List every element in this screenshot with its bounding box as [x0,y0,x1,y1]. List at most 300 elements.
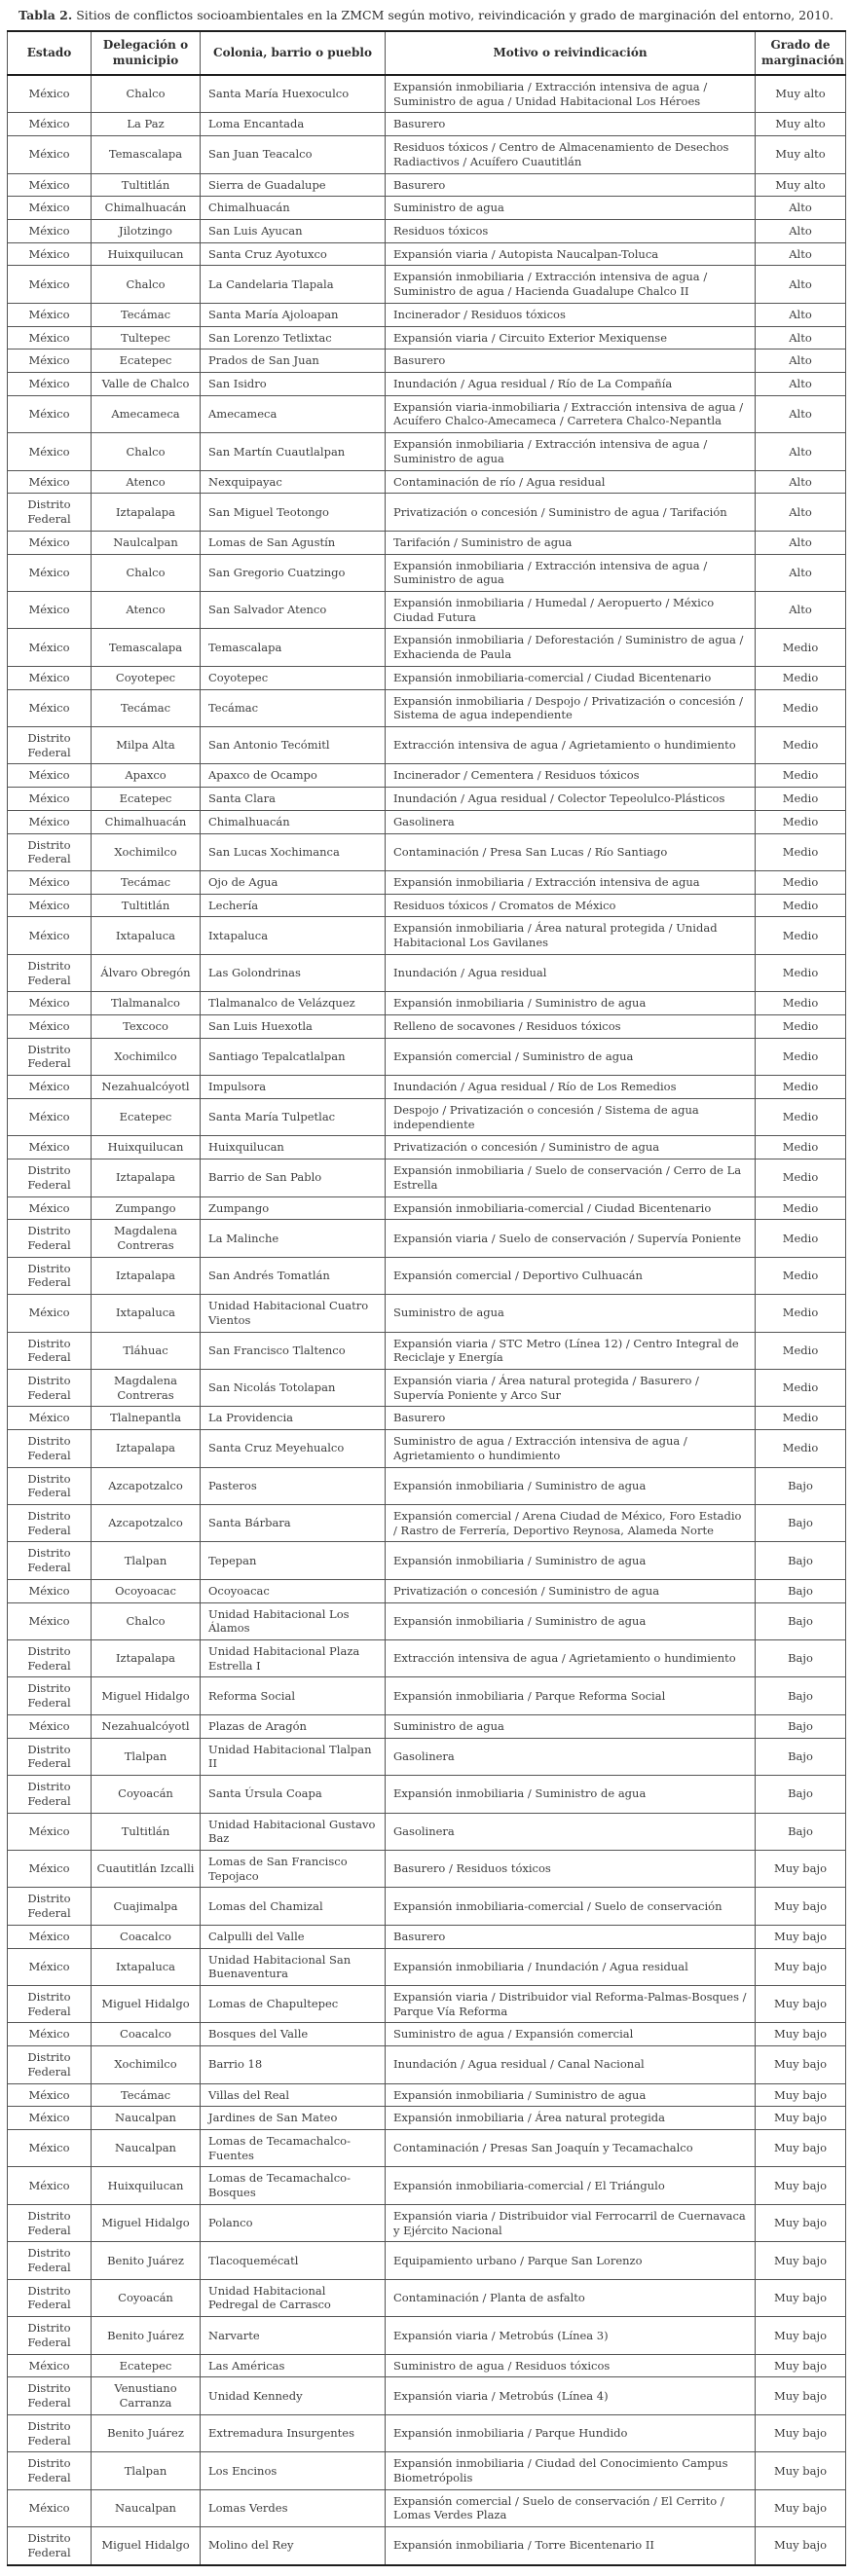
estado-cell: México [8,2167,92,2204]
municipio-cell: Ocoyoacac [92,1579,201,1602]
motivo-cell: Residuos tóxicos [386,220,756,243]
municipio-cell: Tecámac [92,2083,201,2107]
motivo-cell: Despojo / Privatización o concesión / Sistema de agua independiente [386,1098,756,1135]
table-row [8,1602,846,1639]
estado-cell: Distrito Federal [8,2377,92,2414]
estado-cell: México [8,303,92,326]
estado-cell: Distrito Federal [8,1640,92,1677]
grado-cell: Muy bajo [756,2107,846,2130]
municipio-cell: Iztapalapa [92,494,201,531]
table-row [8,1714,846,1738]
municipio-cell: Valle de Chalco [92,373,201,396]
table-row [8,1505,846,1542]
table-row [8,2489,846,2526]
motivo-cell: Expansión inmobiliaria / Parque Hundido [386,2414,756,2451]
colonia-cell: Zumpango [201,1196,386,1220]
municipio-cell: Tultepec [92,326,201,350]
grado-cell: Bajo [756,1542,846,1579]
municipio-cell: Amecameca [92,395,201,432]
estado-cell: Distrito Federal [8,726,92,763]
colonia-cell: Santa María Huexoculco [201,75,386,113]
table-row [8,788,846,811]
grado-cell: Bajo [756,1505,846,1542]
municipio-cell: Tecámac [92,689,201,726]
grado-cell: Muy bajo [756,1925,846,1948]
motivo-cell: Expansión inmobiliaria / Suelo de conservación / Cerro de La Estrella [386,1159,756,1196]
grado-cell: Medio [756,1196,846,1220]
grado-cell: Muy alto [756,136,846,173]
municipio-cell: Naucalpan [92,2107,201,2130]
estado-cell: México [8,1407,92,1430]
estado-cell: Distrito Federal [8,1430,92,1467]
motivo-cell: Expansión viaria / Distribuidor vial Ferrocarril de Cuernavaca y Ejército Nacional [386,2204,756,2241]
municipio-cell: Huixquilucan [92,2167,201,2204]
table-row [8,1776,846,1813]
colonia-cell: Bosques del Valle [201,2023,386,2046]
grado-cell: Medio [756,1369,846,1406]
motivo-cell: Expansión inmobiliaria / Ciudad del Conocimiento Campus Biometrópolis [386,2452,756,2489]
grado-cell: Alto [756,326,846,350]
municipio-cell: Naulcalpan [92,531,201,554]
motivo-cell: Contaminación / Presa San Lucas / Río Santiago [386,833,756,870]
estado-cell: México [8,266,92,303]
municipio-cell: Miguel Hidalgo [92,1677,201,1714]
table-title-label: Tabla 2. [19,8,73,22]
table-row [8,810,846,833]
colonia-cell: Plazas de Aragón [201,1714,386,1738]
colonia-cell: Unidad Habitacional San Buenaventura [201,1948,386,1985]
grado-cell: Alto [756,395,846,432]
motivo-cell: Suministro de agua / Residuos tóxicos [386,2354,756,2377]
motivo-cell: Expansión inmobiliaria / Parque Reforma Social [386,1677,756,1714]
motivo-cell: Expansión inmobiliaria / Suministro de agua [386,992,756,1015]
colonia-cell: Extremadura Insurgentes [201,2414,386,2451]
motivo-cell: Expansión viaria / Distribuidor vial Reforma-Palmas-Bosques / Parque Vía Reforma [386,1985,756,2022]
estado-cell: México [8,113,92,136]
table-row [8,666,846,689]
municipio-cell: Ixtapaluca [92,917,201,954]
table-row [8,1850,846,1887]
motivo-cell: Gasolinera [386,1738,756,1775]
grado-cell: Medio [756,629,846,666]
municipio-cell: Chalco [92,554,201,591]
municipio-cell: Tlalmanalco [92,992,201,1015]
colonia-cell: Ojo de Agua [201,871,386,895]
municipio-cell: Tlalpan [92,1542,201,1579]
table-row [8,1098,846,1135]
estado-cell: México [8,1714,92,1738]
colonia-cell: San Martín Cuautlalpan [201,433,386,470]
grado-cell: Medio [756,833,846,870]
colonia-cell: Los Encinos [201,2452,386,2489]
header-estado: Estado [8,31,92,75]
table-row [8,531,846,554]
colonia-cell: San Salvador Atenco [201,591,386,628]
colonia-cell: Lomas de Tecamachalco-Bosques [201,2167,386,2204]
estado-cell: México [8,1098,92,1135]
motivo-cell: Expansión viaria / Área natural protegida / Basurero / Supervía Poniente y Arco Sur [386,1369,756,1406]
motivo-cell: Equipamiento urbano / Parque San Lorenzo [386,2242,756,2279]
colonia-cell: Santa Bárbara [201,1505,386,1542]
colonia-cell: Sierra de Guadalupe [201,173,386,197]
estado-cell: Distrito Federal [8,2279,92,2316]
municipio-cell: Chimalhuacán [92,197,201,220]
estado-cell: México [8,197,92,220]
colonia-cell: Tlalmanalco de Velázquez [201,992,386,1015]
grado-cell: Muy bajo [756,2452,846,2489]
grado-cell: Medio [756,1257,846,1294]
municipio-cell: Milpa Alta [92,726,201,763]
estado-cell: México [8,629,92,666]
colonia-cell: Polanco [201,2204,386,2241]
table-row [8,470,846,494]
municipio-cell: Magdalena Contreras [92,1369,201,1406]
municipio-cell: Iztapalapa [92,1640,201,1677]
municipio-cell: Tlalpan [92,1738,201,1775]
motivo-cell: Expansión viaria / Metrobús (Línea 4) [386,2377,756,2414]
municipio-cell: Tláhuac [92,1332,201,1369]
municipio-cell: Tlalnepantla [92,1407,201,1430]
grado-cell: Alto [756,494,846,531]
motivo-cell: Expansión inmobiliaria / Extracción intensiva de agua / Suministro de agua / Unidad Habitacional Los Héroes [386,75,756,113]
municipio-cell: Tultitlán [92,1813,201,1850]
table-row [8,395,846,432]
estado-cell: México [8,2107,92,2130]
municipio-cell: Naucalpan [92,2489,201,2526]
municipio-cell: Chalco [92,433,201,470]
estado-cell: México [8,788,92,811]
table-row [8,2414,846,2451]
motivo-cell: Expansión inmobiliaria-comercial / El Triángulo [386,2167,756,2204]
motivo-cell: Extracción intensiva de agua / Agrietamiento o hundimiento [386,726,756,763]
table-row [8,954,846,991]
colonia-cell: Ixtapaluca [201,917,386,954]
municipio-cell: Naucalpan [92,2130,201,2167]
colonia-cell: San Antonio Tecómitl [201,726,386,763]
grado-cell: Bajo [756,1602,846,1639]
colonia-cell: San Gregorio Cuatzingo [201,554,386,591]
colonia-cell: Unidad Habitacional Pedregal de Carrasco [201,2279,386,2316]
colonia-cell: San Isidro [201,373,386,396]
grado-cell: Medio [756,726,846,763]
municipio-cell: Venustiano Carranza [92,2377,201,2414]
grado-cell: Alto [756,531,846,554]
table-row [8,1888,846,1925]
estado-cell: Distrito Federal [8,2414,92,2451]
table-row [8,1076,846,1099]
colonia-cell: Unidad Habitacional Tlalpan II [201,1738,386,1775]
estado-cell: México [8,173,92,197]
estado-cell: Distrito Federal [8,2242,92,2279]
estado-cell: Distrito Federal [8,2452,92,2489]
table-row [8,2130,846,2167]
table-row [8,303,846,326]
motivo-cell: Privatización o concesión / Suministro de agua [386,1579,756,1602]
table-row [8,1257,846,1294]
table-row [8,2167,846,2204]
estado-cell: México [8,871,92,895]
estado-cell: México [8,1136,92,1159]
grado-cell: Bajo [756,1677,846,1714]
estado-cell: México [8,136,92,173]
municipio-cell: Coyotepec [92,666,201,689]
table-row [8,1738,846,1775]
table-row [8,350,846,373]
table-row [8,1196,846,1220]
grado-cell: Bajo [756,1776,846,1813]
grado-cell: Alto [756,197,846,220]
motivo-cell: Suministro de agua [386,1295,756,1332]
municipio-cell: Miguel Hidalgo [92,2527,201,2565]
motivo-cell: Expansión comercial / Suelo de conservación / El Cerrito / Lomas Verdes Plaza [386,2489,756,2526]
table-row [8,2242,846,2279]
table-row [8,764,846,788]
motivo-cell: Expansión inmobiliaria / Deforestación / Suministro de agua / Exhacienda de Paula [386,629,756,666]
colonia-cell: Santa Cruz Meyehualco [201,1430,386,1467]
colonia-cell: Unidad Habitacional Los Álamos [201,1602,386,1639]
estado-cell: México [8,433,92,470]
estado-cell: México [8,689,92,726]
colonia-cell: San Miguel Teotongo [201,494,386,531]
grado-cell: Medio [756,1038,846,1075]
estado-cell: México [8,666,92,689]
motivo-cell: Basurero [386,173,756,197]
estado-cell: México [8,1295,92,1332]
colonia-cell: Lomas de Tecamachalco-Fuentes [201,2130,386,2167]
table-row [8,2527,846,2565]
motivo-cell: Suministro de agua [386,1714,756,1738]
municipio-cell: Xochimilco [92,2046,201,2083]
grado-cell: Alto [756,350,846,373]
colonia-cell: Las Américas [201,2354,386,2377]
motivo-cell: Expansión inmobiliaria / Extracción intensiva de agua / Suministro de agua / Hacienda Guadalupe Chalco II [386,266,756,303]
colonia-cell: Unidad Habitacional Gustavo Baz [201,1813,386,1850]
colonia-cell: Tecámac [201,689,386,726]
colonia-cell: San Juan Teacalco [201,136,386,173]
grado-cell: Muy bajo [756,2527,846,2565]
table-row [8,1407,846,1430]
municipio-cell: Chalco [92,266,201,303]
colonia-cell: Barrio de San Pablo [201,1159,386,1196]
table-row [8,629,846,666]
municipio-cell: Chalco [92,75,201,113]
grado-cell: Alto [756,220,846,243]
estado-cell: México [8,1813,92,1850]
motivo-cell: Contaminación / Presas San Joaquín y Tecamachalco [386,2130,756,2167]
table-row [8,2107,846,2130]
grado-cell: Alto [756,433,846,470]
municipio-cell: Ixtapaluca [92,1295,201,1332]
colonia-cell: Lomas de San Francisco Tepojaco [201,1850,386,1887]
grado-cell: Medio [756,1159,846,1196]
grado-cell: Medio [756,917,846,954]
header-row [8,31,846,75]
grado-cell: Muy bajo [756,2083,846,2107]
municipio-cell: Ecatepec [92,2354,201,2377]
municipio-cell: Coyoacán [92,2279,201,2316]
grado-cell: Alto [756,373,846,396]
colonia-cell: Lomas Verdes [201,2489,386,2526]
motivo-cell: Residuos tóxicos / Centro de Almacenamiento de Desechos Radiactivos / Acuífero Cuautitlán [386,136,756,173]
motivo-cell: Relleno de socavones / Residuos tóxicos [386,1015,756,1039]
grado-cell: Muy bajo [756,2377,846,2414]
colonia-cell: San Francisco Tlaltenco [201,1332,386,1369]
conflicts-table [7,30,846,2565]
municipio-cell: Ecatepec [92,788,201,811]
table-row [8,726,846,763]
colonia-cell: Reforma Social [201,1677,386,1714]
grado-cell: Bajo [756,1813,846,1850]
grado-cell: Bajo [756,1467,846,1504]
grado-cell: Alto [756,242,846,266]
estado-cell: Distrito Federal [8,1985,92,2022]
table-row [8,1220,846,1257]
grado-cell: Alto [756,470,846,494]
motivo-cell: Gasolinera [386,1813,756,1850]
grado-cell: Medio [756,871,846,895]
municipio-cell: Iztapalapa [92,1257,201,1294]
motivo-cell: Expansión inmobiliaria / Área natural protegida / Unidad Habitacional Los Gavilanes [386,917,756,954]
motivo-cell: Expansión inmobiliaria / Suministro de agua [386,1467,756,1504]
estado-cell: México [8,1015,92,1039]
grado-cell: Muy bajo [756,2242,846,2279]
table-row [8,373,846,396]
colonia-cell: Unidad Habitacional Plaza Estrella I [201,1640,386,1677]
municipio-cell: Cuautitlán Izcalli [92,1850,201,1887]
municipio-cell: Nezahualcóyotl [92,1076,201,1099]
colonia-cell: Chimalhuacán [201,197,386,220]
table-row [8,1579,846,1602]
motivo-cell: Contaminación / Planta de asfalto [386,2279,756,2316]
municipio-cell: Iztapalapa [92,1430,201,1467]
motivo-cell: Inundación / Agua residual / Río de Los Remedios [386,1076,756,1099]
estado-cell: Distrito Federal [8,1467,92,1504]
table-row [8,326,846,350]
colonia-cell: San Luis Ayucan [201,220,386,243]
estado-cell: México [8,591,92,628]
grado-cell: Medio [756,1015,846,1039]
table-row [8,433,846,470]
colonia-cell: Tlacoquemécatl [201,2242,386,2279]
grado-cell: Muy bajo [756,2354,846,2377]
colonia-cell: Lomas de San Agustín [201,531,386,554]
grado-cell: Muy bajo [756,2204,846,2241]
municipio-cell: Xochimilco [92,1038,201,1075]
estado-cell: Distrito Federal [8,1257,92,1294]
table-row [8,197,846,220]
motivo-cell: Privatización o concesión / Suministro de agua [386,1136,756,1159]
municipio-cell: Atenco [92,591,201,628]
motivo-cell: Suministro de agua / Extracción intensiva de agua / Agrietamiento o hundimiento [386,1430,756,1467]
municipio-cell: Tultitlán [92,894,201,917]
municipio-cell: Iztapalapa [92,1159,201,1196]
motivo-cell: Expansión inmobiliaria / Torre Bicentenario II [386,2527,756,2565]
table-row [8,2083,846,2107]
motivo-cell: Basurero [386,1925,756,1948]
motivo-cell: Expansión viaria / Circuito Exterior Mexiquense [386,326,756,350]
table-row [8,917,846,954]
estado-cell: México [8,242,92,266]
municipio-cell: La Paz [92,113,201,136]
colonia-cell: Santa María Tulpetlac [201,1098,386,1135]
colonia-cell: Unidad Habitacional Cuatro Vientos [201,1295,386,1332]
estado-cell: Distrito Federal [8,1159,92,1196]
estado-cell: México [8,1850,92,1887]
colonia-cell: Lechería [201,894,386,917]
motivo-cell: Expansión inmobiliaria-comercial / Ciudad Bicentenario [386,1196,756,1220]
grado-cell: Bajo [756,1640,846,1677]
motivo-cell: Expansión comercial / Arena Ciudad de México, Foro Estadio / Rastro de Ferrería, Deportivo Reynosa, Alameda Norte [386,1505,756,1542]
motivo-cell: Basurero [386,1407,756,1430]
municipio-cell: Tultitlán [92,173,201,197]
estado-cell: México [8,75,92,113]
table-row [8,1467,846,1504]
estado-cell: México [8,1602,92,1639]
colonia-cell: San Andrés Tomatlán [201,1257,386,1294]
colonia-cell: San Lucas Xochimanca [201,833,386,870]
estado-cell: Distrito Federal [8,2317,92,2354]
colonia-cell: San Lorenzo Tetlixtac [201,326,386,350]
municipio-cell: Miguel Hidalgo [92,1985,201,2022]
grado-cell: Muy bajo [756,2167,846,2204]
colonia-cell: Pasteros [201,1467,386,1504]
table-row [8,894,846,917]
municipio-cell: Benito Juárez [92,2414,201,2451]
estado-cell: México [8,810,92,833]
grado-cell: Medio [756,1076,846,1099]
municipio-cell: Ecatepec [92,1098,201,1135]
table-row [8,2023,846,2046]
motivo-cell: Expansión viaria / Metrobús (Línea 3) [386,2317,756,2354]
motivo-cell: Gasolinera [386,810,756,833]
colonia-cell: Ocoyoacac [201,1579,386,1602]
colonia-cell: Apaxco de Ocampo [201,764,386,788]
estado-cell: México [8,2023,92,2046]
motivo-cell: Expansión inmobiliaria / Inundación / Agua residual [386,1948,756,1985]
motivo-cell: Expansión inmobiliaria / Suministro de agua [386,1602,756,1639]
grado-cell: Muy bajo [756,1850,846,1887]
municipio-cell: Álvaro Obregón [92,954,201,991]
motivo-cell: Incinerador / Cementera / Residuos tóxicos [386,764,756,788]
table-title [11,8,841,23]
colonia-cell: Chimalhuacán [201,810,386,833]
colonia-cell: Coyotepec [201,666,386,689]
motivo-cell: Extracción intensiva de agua / Agrietamiento o hundimiento [386,1640,756,1677]
grado-cell: Muy alto [756,113,846,136]
colonia-cell: Santa Cruz Ayotuxco [201,242,386,266]
colonia-cell: Calpulli del Valle [201,1925,386,1948]
motivo-cell: Privatización o concesión / Suministro de agua / Tarifación [386,494,756,531]
motivo-cell: Expansión viaria / STC Metro (Línea 12) / Centro Integral de Reciclaje y Energía [386,1332,756,1369]
table-row [8,2204,846,2241]
table-row [8,554,846,591]
estado-cell: México [8,2083,92,2107]
colonia-cell: Tepepan [201,1542,386,1579]
motivo-cell: Expansión inmobiliaria / Extracción intensiva de agua / Suministro de agua [386,433,756,470]
motivo-cell: Incinerador / Residuos tóxicos [386,303,756,326]
table-row [8,1332,846,1369]
grado-cell: Alto [756,554,846,591]
colonia-cell: Temascalapa [201,629,386,666]
grado-cell: Medio [756,1098,846,1135]
motivo-cell: Expansión inmobiliaria / Suministro de agua [386,2083,756,2107]
municipio-cell: Huixquilucan [92,242,201,266]
table-row [8,2354,846,2377]
header-motivo: Motivo o reivindicación [386,31,756,75]
municipio-cell: Ecatepec [92,350,201,373]
municipio-cell: Chimalhuacán [92,810,201,833]
colonia-cell: Santa Clara [201,788,386,811]
